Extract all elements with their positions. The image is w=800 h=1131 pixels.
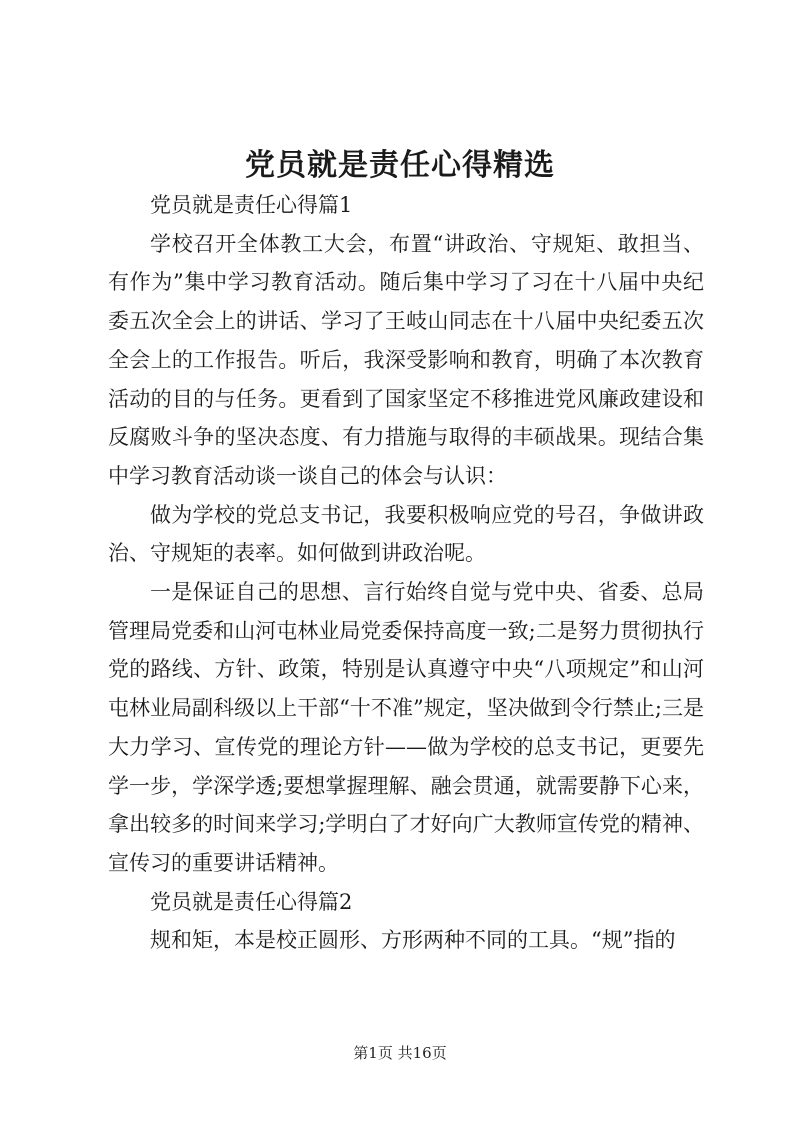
paragraph: 规和矩，本是校正圆形、方形两种不同的工具。“规”指的	[150, 928, 676, 953]
document-title: 党员就是责任心得精选	[245, 148, 555, 183]
paragraph: 学校召开全体教工大会，布置“讲政治、守规矩、敢担当、有作为”集中学习教育活动。随后集中学习了习在十八届中央纪委五次全会上的讲话、学习了王岐山同志在十八届中央纪委五次全会上的工作报告。听后，我深受影响和教育，明确了本次教育活动的目的与任务。更看到了国家坚定不移推进党风廉政建设和反腐败斗争的坚决态度、有力措施与取得的丰硕战果。现结合集中学习教育活动谈一谈自己的体会与认识：	[108, 231, 704, 488]
page-number-footer: 第1页 共16页	[353, 1044, 447, 1062]
paragraph: 一是保证自己的思想、言行始终自觉与党中央、省委、总局管理局党委和山河屯林业局党委保持高度一致;二是努力贯彻执行党的路线、方针、政策，特别是认真遵守中央“八项规定”和山河屯林业局副科级以上干部“十不准”规定，坚决做到令行禁止;三是大力学习、宣传党的理论方针——做为学校的总支书记，更要先学一步，学深学透;要想掌握理解、融会贯通，就需要静下心来，拿出较多的时间来学习;学明白了才好向广大教师宣传党的精神、宣传习的重要讲话精神。	[108, 580, 704, 875]
section-heading-2: 党员就是责任心得篇2	[150, 889, 353, 914]
paragraph: 做为学校的党总支书记，我要积极响应党的号召，争做讲政治、守规矩的表率。如何做到讲政治呢。	[108, 502, 704, 566]
document-body	[108, 186, 704, 960]
section-heading-1: 党员就是责任心得篇1	[150, 193, 353, 217]
